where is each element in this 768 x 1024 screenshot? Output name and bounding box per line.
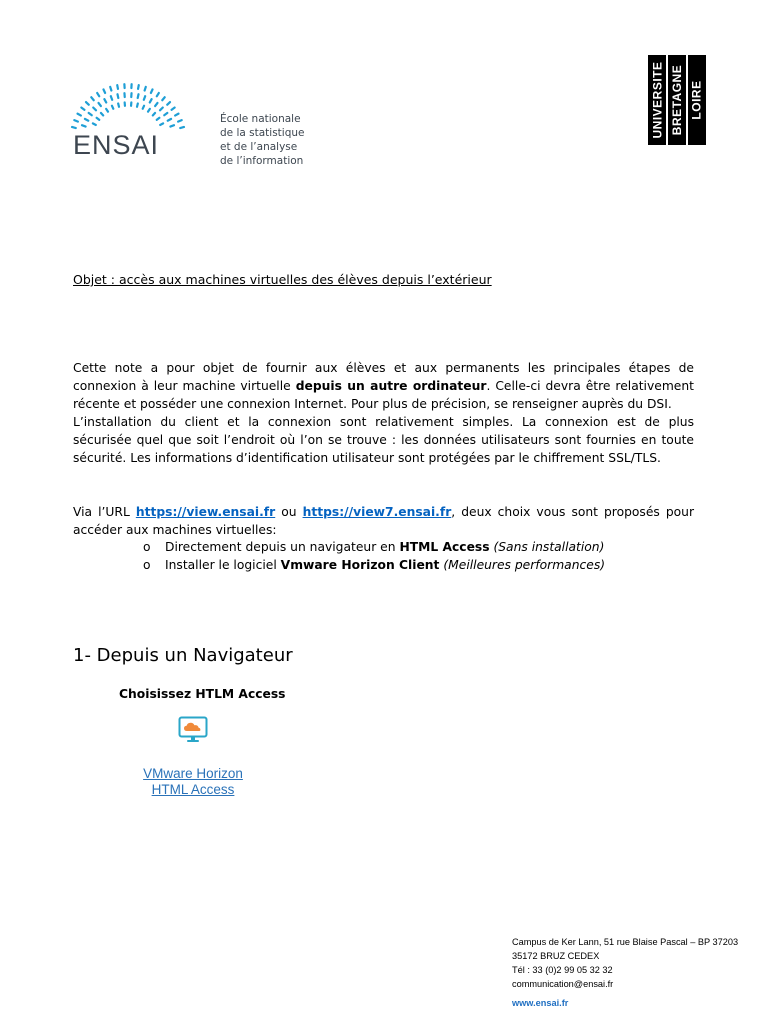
logo-dot [141,104,145,110]
url-paragraph [73,503,694,539]
footer-email[interactable]: communication@ensai.fr [512,979,614,989]
subject-line: Objet : accès aux machines virtuelles des élèves depuis l’extérieur [73,272,492,287]
logo-dot [159,122,165,127]
bullet-icon: o [143,540,151,554]
logo-dot [166,117,172,122]
paragraph-line: L’installation du client et la connexion sont relativement simples. La connexion est de plus [73,415,694,429]
view-ensai-link[interactable]: https://view.ensai.fr [135,505,276,519]
text-run: ou [275,505,303,519]
paragraph-line: accéder aux machines virtuelles: [73,523,277,537]
paragraph-line: récente et posséder une connexion Internet. Pour plus de précision, se renseigner auprès du DSI. [73,397,672,411]
footer-website-link[interactable]: www.ensai.fr [512,998,569,1008]
ensai-tagline-line: de la statistique [220,127,305,139]
logo-dot [71,126,77,130]
bold-text: depuis un autre ordinateur [295,379,487,393]
ensai-tagline-line: de l’information [220,155,304,167]
ubl-logo-col [668,55,686,145]
paragraph-line: Cette note a pour objet de fournir aux élèves et aux permanents les principales étapes de [73,361,694,375]
logo-dot [130,92,133,98]
logo-dot [151,111,156,117]
logo-dot [136,102,139,108]
logo-dot [123,101,126,107]
monitor-cloud-icon[interactable] [178,716,208,744]
ensai-tagline [220,112,305,168]
logo-dot [96,91,101,97]
italic-text: (Meilleures performances) [439,558,606,572]
logo-dot [95,116,101,121]
logo-dot [155,91,160,97]
ubl-logo-col [688,55,706,145]
text-run: . Celle-ci devra être relativement [486,379,694,393]
logo-dot [87,111,93,116]
view7-ensai-link[interactable]: https://view7.ensai.fr [302,505,452,519]
logo-dot [105,107,110,113]
bold-text: Vmware Horizon Client [280,558,440,572]
logo-dot [149,88,154,94]
logo-dot [143,86,147,92]
logo-dot [146,107,151,113]
vmware-html-access-link[interactable] [128,766,258,798]
bullet-icon: o [143,558,151,572]
ubl-logo-word: BRETAGNE [670,64,685,136]
logo-dot [177,119,183,123]
options-list [143,538,605,574]
logo-dot [111,104,115,110]
logo-dot [174,112,180,117]
italic-text: (Sans installation) [489,540,605,554]
section-heading: 1- Depuis un Navigateur [73,645,293,666]
logo-dot [123,83,126,89]
logo-dot [154,101,159,107]
vmware-label-line: VMware Horizon [143,766,243,781]
logo-dot [155,116,161,121]
logo-dot [136,93,139,99]
logo-dot [166,101,172,107]
logo-dot [92,106,98,112]
logo-dot [81,124,87,128]
logo-dot [76,112,82,117]
logo-dot [148,98,153,104]
logo-dot [169,124,175,128]
ensai-tagline-line: École nationale [220,113,301,125]
logo-dot [91,122,97,127]
paragraph-line: sécurisée quel que soit l’endroit où l’on se trouve : les données utilisateurs sont fournies en toute [73,433,694,447]
logo-dot [161,96,167,102]
ubl-logo [648,55,706,145]
logo-dot [80,106,86,111]
ubl-logo-word: LOIRE [690,80,705,120]
logo-dot [103,98,108,104]
ensai-logo [70,82,320,207]
bold-text: HTML Access [399,540,490,554]
logo-dot [116,93,119,99]
logo-dot [102,88,107,94]
footer-contact [512,935,738,1010]
logo-dot [84,101,90,107]
ensai-tagline-line: et de l’analyse [220,141,298,153]
vmware-label-line: HTML Access [151,782,235,797]
logo-dot [163,111,169,116]
logo-dot [73,119,79,123]
ensai-logo-text: ENSAI [73,130,160,160]
logo-dot [179,126,185,130]
logo-dot [83,117,89,122]
logo-dot [123,92,126,98]
paragraph-line [73,503,694,521]
paragraph-line: sécurité. Les informations d’identification utilisateur sont protégées par le chiffrement SSL/TLS. [73,451,661,465]
choose-label: Choisissez HTLM Access [119,687,286,701]
footer-postcode: 35172 BRUZ CEDEX [512,951,600,961]
logo-dot [142,95,146,101]
logo-dot [130,83,133,89]
footer-phone: Tél : 33 (0)2 99 05 32 32 [512,965,613,975]
logo-dot [158,106,164,112]
text-run: , deux choix vous sont proposés pour [451,505,695,519]
logo-dot [117,102,120,108]
footer-address: Campus de Ker Lann, 51 rue Blaise Pascal – BP 37203 [512,937,739,947]
text-run: Installer le logiciel [165,558,281,572]
logo-dot [130,101,133,107]
logo-dot [109,95,113,101]
text-run: Via l’URL [73,505,136,519]
intro-paragraph [73,359,694,467]
logo-dot [97,101,102,107]
logo-dot [137,84,140,90]
ubl-logo-col [648,55,666,145]
logo-dot [99,111,104,117]
text-run: connexion à leur machine virtuelle [73,379,296,393]
list-item [143,556,605,574]
paragraph-line [73,377,694,395]
ubl-logo-word: UNIVERSITE [650,61,665,139]
logo-dot [170,106,176,111]
logo-dot [116,84,119,90]
logo-dot [90,96,96,102]
logo-dot [109,86,113,92]
text-run: Directement depuis un navigateur en [165,540,400,554]
list-item [143,538,605,556]
